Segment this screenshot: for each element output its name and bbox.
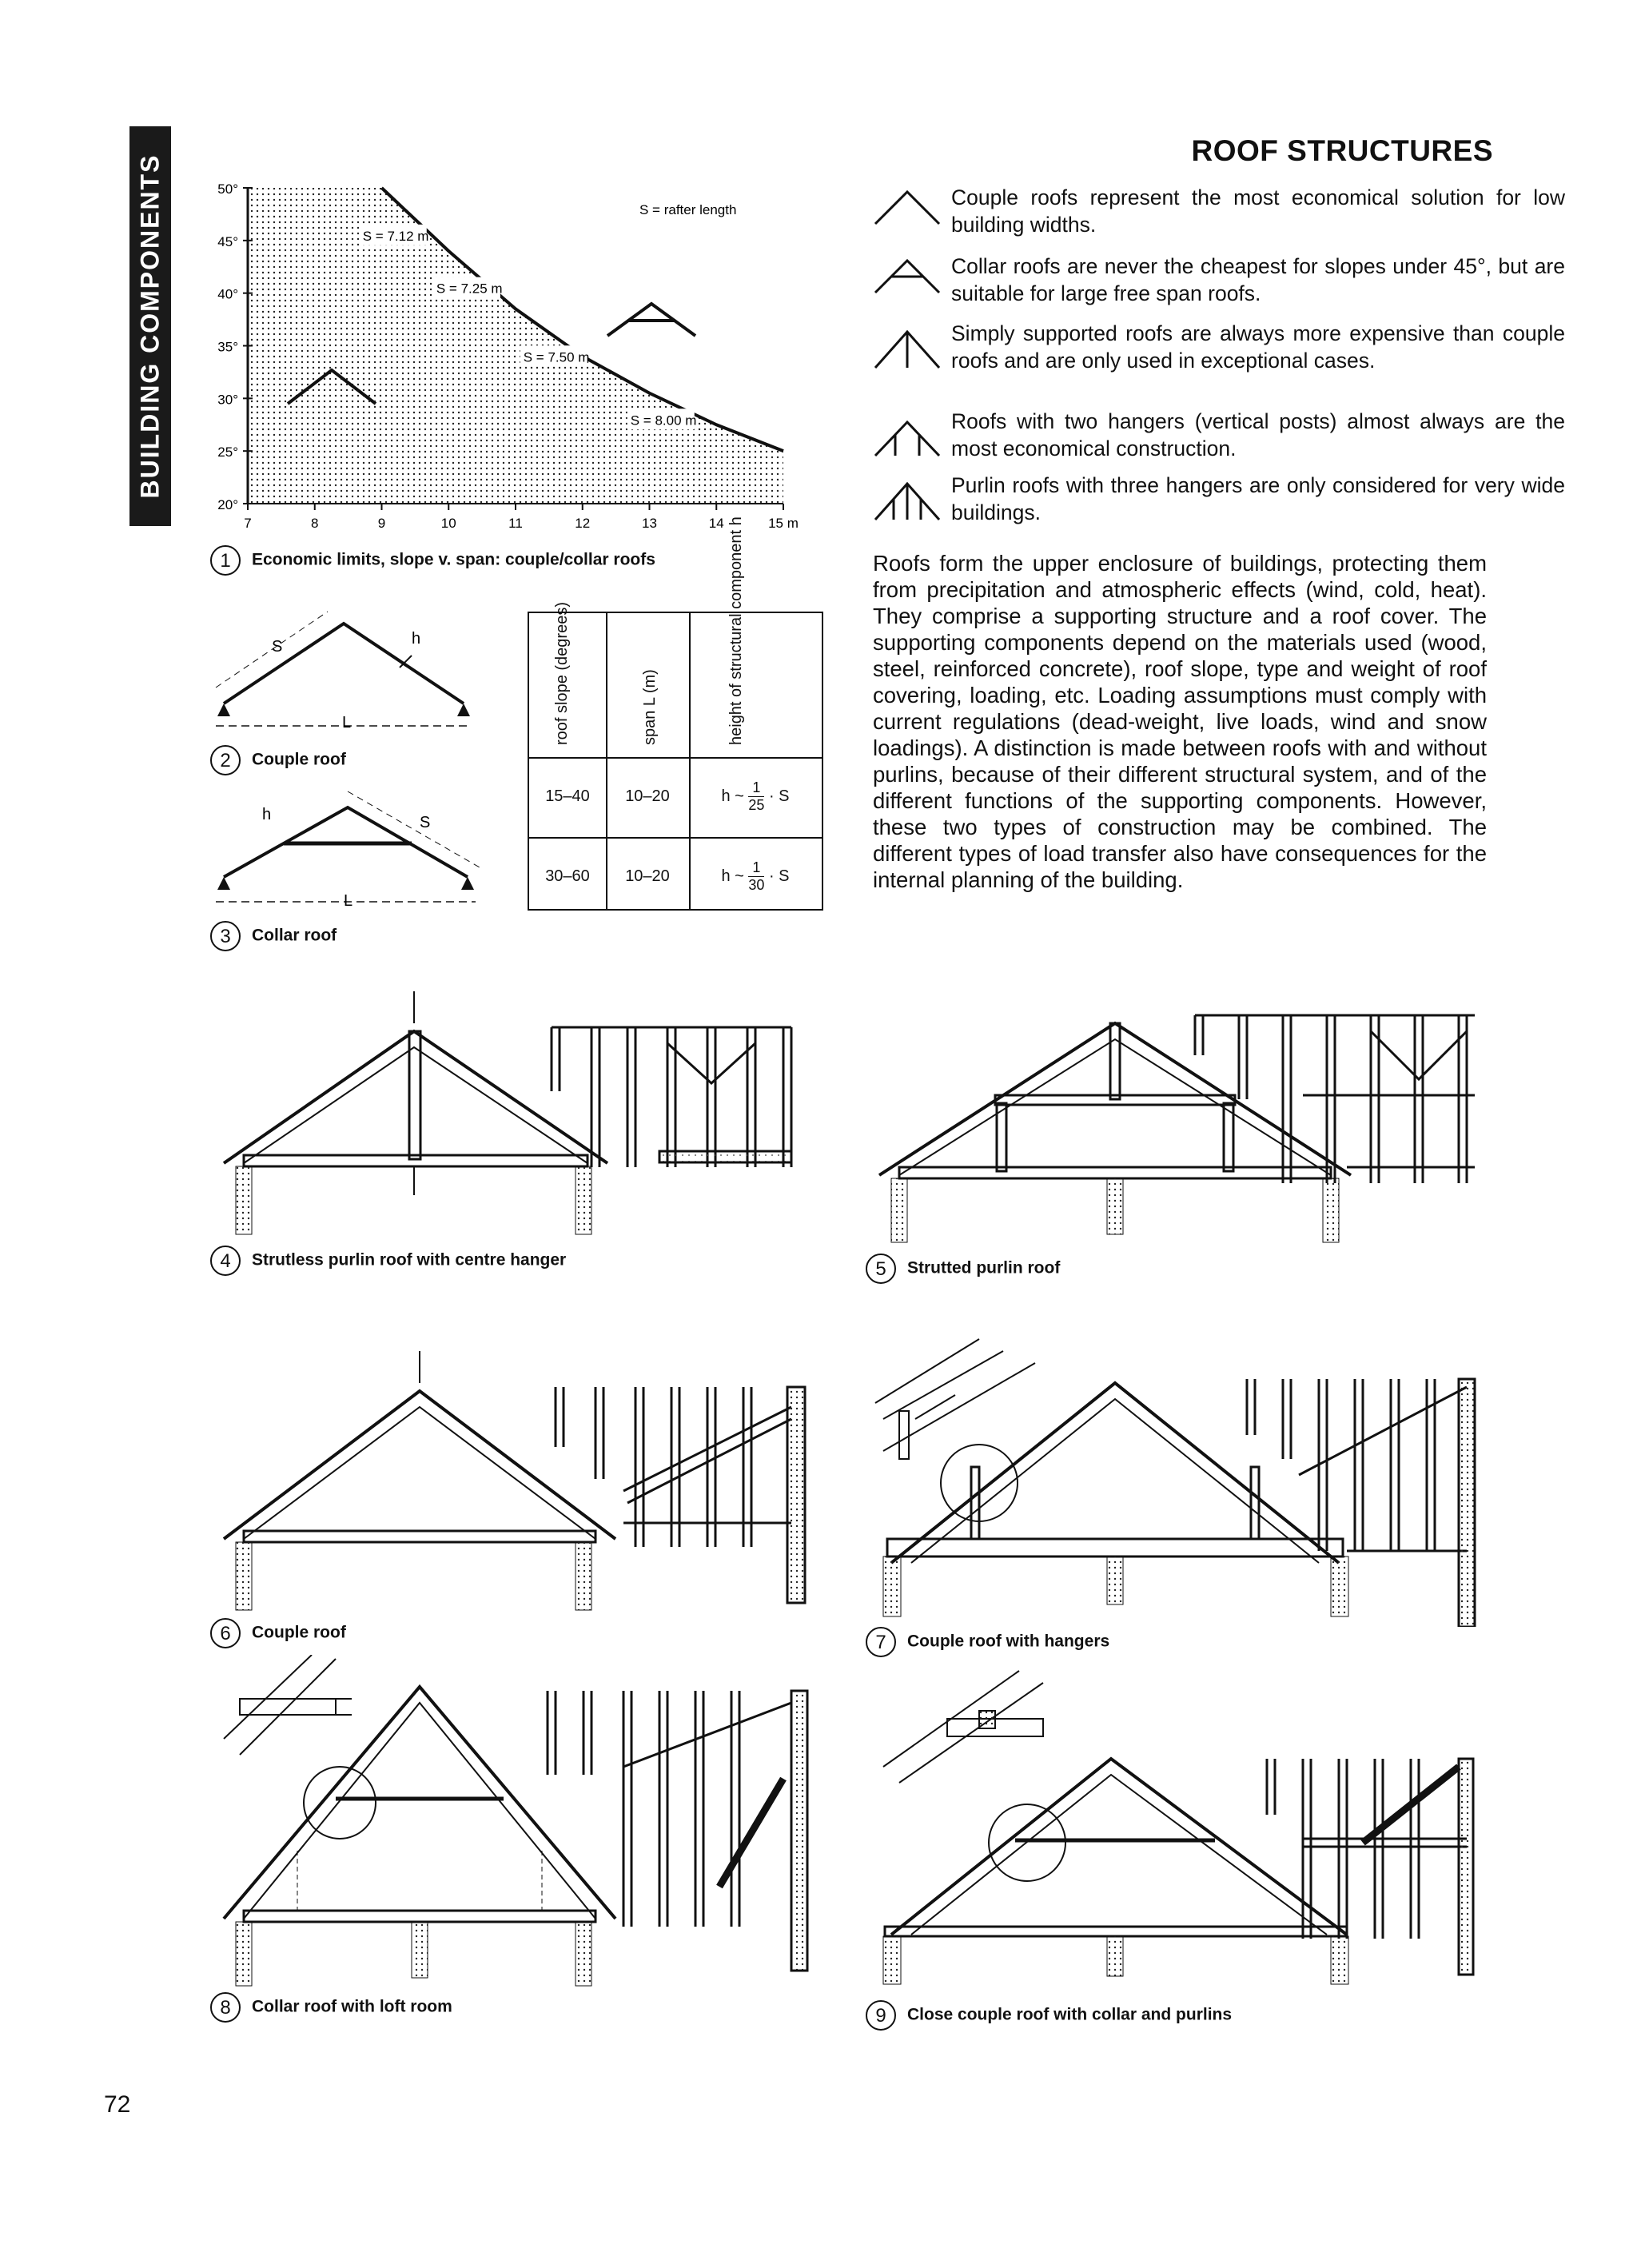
y-tick-label: 35° bbox=[217, 339, 238, 355]
intro-text: Couple roofs represent the most economical solution for low building widths. bbox=[951, 185, 1565, 237]
page-number: 72 bbox=[104, 2091, 131, 2118]
couple-roof-icon bbox=[871, 184, 943, 232]
y-tick-label: 50° bbox=[217, 181, 238, 197]
y-tick-label: 30° bbox=[217, 392, 238, 408]
figure1-caption bbox=[210, 545, 655, 576]
figure5-caption bbox=[866, 1254, 1060, 1284]
formula-num: 1 bbox=[748, 779, 764, 797]
label-s: S bbox=[420, 814, 431, 831]
x-tick-label: 10 bbox=[440, 516, 456, 531]
collar-roof-icon bbox=[871, 253, 943, 301]
intro-item-two-hangers bbox=[871, 408, 1565, 472]
label-h: h bbox=[412, 630, 421, 648]
x-tick-label: 13 bbox=[642, 516, 657, 531]
table-header-span: span L (m) bbox=[641, 669, 659, 745]
x-tick-label: 8 bbox=[311, 516, 319, 531]
table-col-divider bbox=[606, 613, 607, 909]
formula-prefix: h ~ bbox=[721, 867, 744, 885]
page-title: ROOF STRUCTURES bbox=[1191, 134, 1493, 167]
curve-label: S = 8.00 m bbox=[630, 413, 697, 428]
label-s: S bbox=[272, 638, 283, 656]
three-hanger-roof-icon bbox=[871, 472, 943, 528]
caption-text: Collar roof with loft room bbox=[252, 1997, 452, 2016]
table-row-divider bbox=[529, 757, 822, 759]
formula-den: 30 bbox=[748, 877, 765, 893]
intro-text: Simply supported roofs are always more expensive than couple roofs and are only used in exceptional cases. bbox=[951, 321, 1565, 373]
figure9-caption bbox=[866, 2000, 1232, 2031]
intro-item-three-hangers bbox=[871, 472, 1565, 536]
formula-suffix: · S bbox=[768, 867, 790, 885]
table-cell: 15–40 bbox=[545, 787, 590, 805]
formula-prefix: h ~ bbox=[721, 787, 744, 805]
x-tick-label: 11 bbox=[508, 516, 523, 531]
label-h: h bbox=[262, 806, 272, 823]
figure4-drawing bbox=[208, 987, 815, 1243]
table-cell: 30–60 bbox=[545, 867, 590, 885]
curve-label: S = 7.50 m bbox=[523, 349, 590, 365]
intro-text: Purlin roofs with three hangers are only considered for very wide buildings. bbox=[951, 473, 1565, 524]
table-cell: 10–20 bbox=[625, 787, 670, 805]
figure-number: 3 bbox=[210, 921, 241, 951]
caption-text: Strutless purlin roof with centre hanger bbox=[252, 1250, 567, 1270]
figure8-drawing bbox=[208, 1655, 815, 1991]
figure6-caption bbox=[210, 1618, 346, 1648]
figure5-drawing bbox=[867, 975, 1491, 1247]
intro-item-couple bbox=[871, 184, 1565, 240]
figure-number: 4 bbox=[210, 1246, 241, 1276]
x-tick-label: 9 bbox=[377, 516, 386, 531]
table-cell: 10–20 bbox=[625, 867, 670, 885]
caption-text: Couple roof with hangers bbox=[907, 1632, 1110, 1651]
body-paragraph: Roofs form the upper enclosure of buildings, protecting them from precipitation and atmospheric effects (wind, cold, heat). They comprise a supporting structure and a roof cover. The supporting components depend on the materials used (wood, steel, reinforced concrete), roof slope, type and weight of roof covering, loading, etc. Loading assumptions must comply with current regulations (dead-weight, live loads, wind and snow loadings). A distinction is made between roofs with and without purlins, because of their different structural system, and of the different functions of the supporting components. However, these two types of construction may be combined. The different types of load transfer also have consequences for the internal planning of the building. bbox=[873, 551, 1487, 892]
figure-number: 5 bbox=[866, 1254, 896, 1284]
section-sidebar bbox=[129, 126, 171, 526]
section-label: BUILDING COMPONENTS bbox=[135, 153, 165, 499]
figure-number: 7 bbox=[866, 1627, 896, 1657]
label-l: L bbox=[344, 892, 353, 910]
table-cell-formula bbox=[689, 779, 822, 814]
curve-label: S = 7.12 m bbox=[362, 228, 429, 244]
two-hanger-roof-icon bbox=[871, 408, 943, 464]
figure3-diagram bbox=[208, 787, 480, 915]
figure2-caption bbox=[210, 745, 346, 775]
y-tick-label: 20° bbox=[217, 497, 238, 512]
table-header-slope: roof slope (degrees) bbox=[553, 602, 571, 745]
chart-legend: S = rafter length bbox=[639, 202, 737, 217]
x-tick-label: 7 bbox=[244, 516, 252, 531]
label-l: L bbox=[342, 714, 352, 731]
x-tick-label: 15 m bbox=[768, 516, 799, 531]
caption-text: Collar roof bbox=[252, 926, 337, 945]
x-tick-label: 14 bbox=[708, 516, 724, 531]
figure3-caption bbox=[210, 921, 337, 951]
supported-roof-icon bbox=[871, 320, 943, 376]
figure8-caption bbox=[210, 1992, 452, 2023]
table-row-divider bbox=[529, 837, 822, 839]
intro-text: Collar roofs are never the cheapest for slopes under 45°, but are suitable for large free span roofs. bbox=[951, 254, 1565, 305]
table-cell-formula bbox=[689, 859, 822, 894]
intro-item-collar bbox=[871, 253, 1565, 309]
chart-area bbox=[248, 188, 783, 504]
figure-number: 8 bbox=[210, 1992, 241, 2023]
figure-number: 1 bbox=[210, 545, 241, 576]
intro-text: Roofs with two hangers (vertical posts) almost always are the most economical construction. bbox=[951, 409, 1565, 460]
figure7-caption bbox=[866, 1627, 1109, 1657]
curve-label: S = 7.25 m bbox=[436, 281, 503, 297]
figure4-caption bbox=[210, 1246, 566, 1276]
figure7-drawing bbox=[867, 1331, 1491, 1627]
figure9-drawing bbox=[867, 1655, 1491, 1991]
x-tick-label: 12 bbox=[575, 516, 591, 531]
formula-num: 1 bbox=[748, 859, 764, 877]
caption-text: Couple roof bbox=[252, 750, 346, 769]
caption-text: Close couple roof with collar and purlins bbox=[907, 2005, 1233, 2024]
y-tick-label: 40° bbox=[217, 286, 238, 302]
caption-text: Economic limits, slope v. span: couple/collar roofs bbox=[252, 550, 655, 569]
figure1-chart bbox=[200, 176, 799, 544]
y-tick-label: 25° bbox=[217, 444, 238, 460]
intro-item-supported bbox=[871, 320, 1565, 400]
caption-text: Strutted purlin roof bbox=[907, 1258, 1061, 1277]
figure6-drawing bbox=[208, 1351, 815, 1615]
figure-number: 9 bbox=[866, 2000, 896, 2031]
formula-den: 25 bbox=[748, 797, 765, 813]
figure2-diagram bbox=[208, 608, 480, 735]
figure-number: 6 bbox=[210, 1618, 241, 1648]
caption-text: Couple roof bbox=[252, 1623, 346, 1642]
table-header-height: height of structural component h bbox=[727, 516, 745, 745]
y-tick-label: 45° bbox=[217, 233, 238, 249]
formula-suffix: · S bbox=[768, 787, 790, 805]
figure-number: 2 bbox=[210, 745, 241, 775]
